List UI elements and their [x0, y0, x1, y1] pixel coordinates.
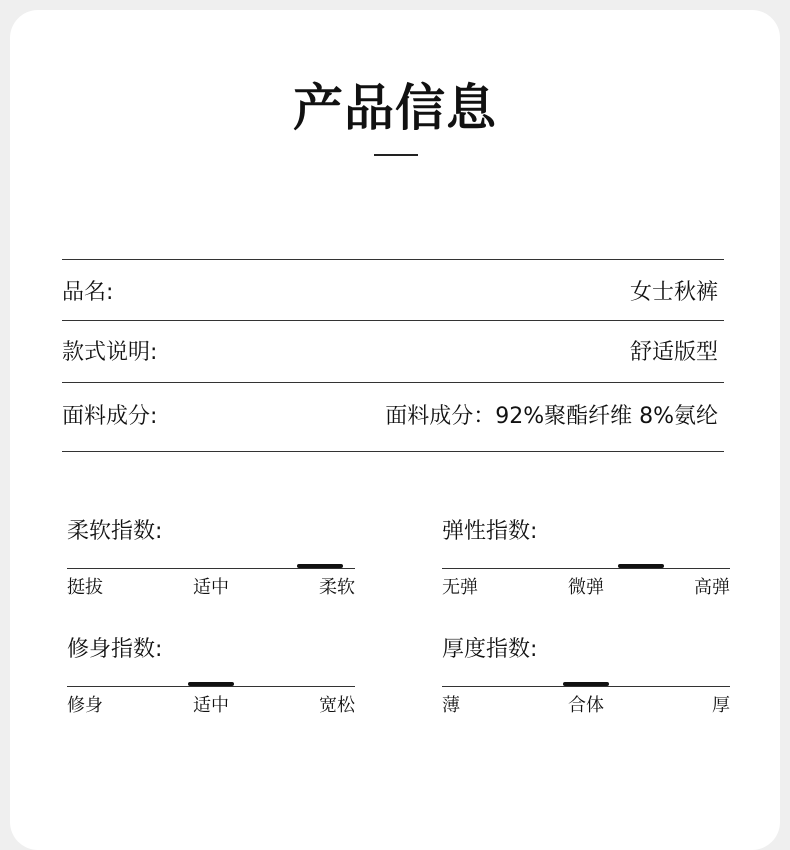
- table-row-divider: [62, 382, 724, 383]
- index-label-mid: 微弹: [568, 577, 604, 598]
- info-value-name: 女士秋裤: [629, 280, 718, 305]
- info-label-name: 品名:: [62, 280, 114, 305]
- info-value-style: 舒适版型: [629, 340, 718, 365]
- table-top-rule: [62, 259, 724, 260]
- index-label-low: 修身: [67, 695, 103, 716]
- index-label-mid: 适中: [193, 577, 229, 598]
- title-underline: [374, 154, 418, 156]
- index-label-high: 厚: [712, 695, 730, 716]
- index-label-high: 高弹: [694, 577, 730, 598]
- index-scale-line: [67, 686, 355, 687]
- index-scale-line: [442, 686, 730, 687]
- index-title: 弹性指数:: [442, 519, 538, 544]
- index-label-high: 柔软: [319, 577, 355, 598]
- index-title: 厚度指数:: [442, 637, 538, 662]
- index-scale-line: [442, 568, 730, 569]
- table-row-divider: [62, 320, 724, 321]
- index-level-marker: [563, 682, 609, 686]
- table-bottom-rule: [62, 451, 724, 452]
- page-title: 产品信息: [293, 79, 497, 137]
- index-level-marker: [188, 682, 234, 686]
- index-title: 柔软指数:: [67, 519, 163, 544]
- index-level-marker: [297, 564, 343, 568]
- info-label-style: 款式说明:: [62, 340, 158, 365]
- index-label-mid: 合体: [568, 695, 604, 716]
- index-label-high: 宽松: [319, 695, 355, 716]
- index-label-low: 薄: [442, 695, 460, 716]
- index-label-mid: 适中: [193, 695, 229, 716]
- index-label-low: 无弹: [442, 577, 478, 598]
- index-scale-line: [67, 568, 355, 569]
- index-label-low: 挺拔: [67, 577, 103, 598]
- info-value-fabric: 面料成分：92%聚酯纤维 8%氨纶: [385, 404, 718, 429]
- index-title: 修身指数:: [67, 637, 163, 662]
- index-level-marker: [618, 564, 664, 568]
- info-label-fabric: 面料成分:: [62, 404, 158, 429]
